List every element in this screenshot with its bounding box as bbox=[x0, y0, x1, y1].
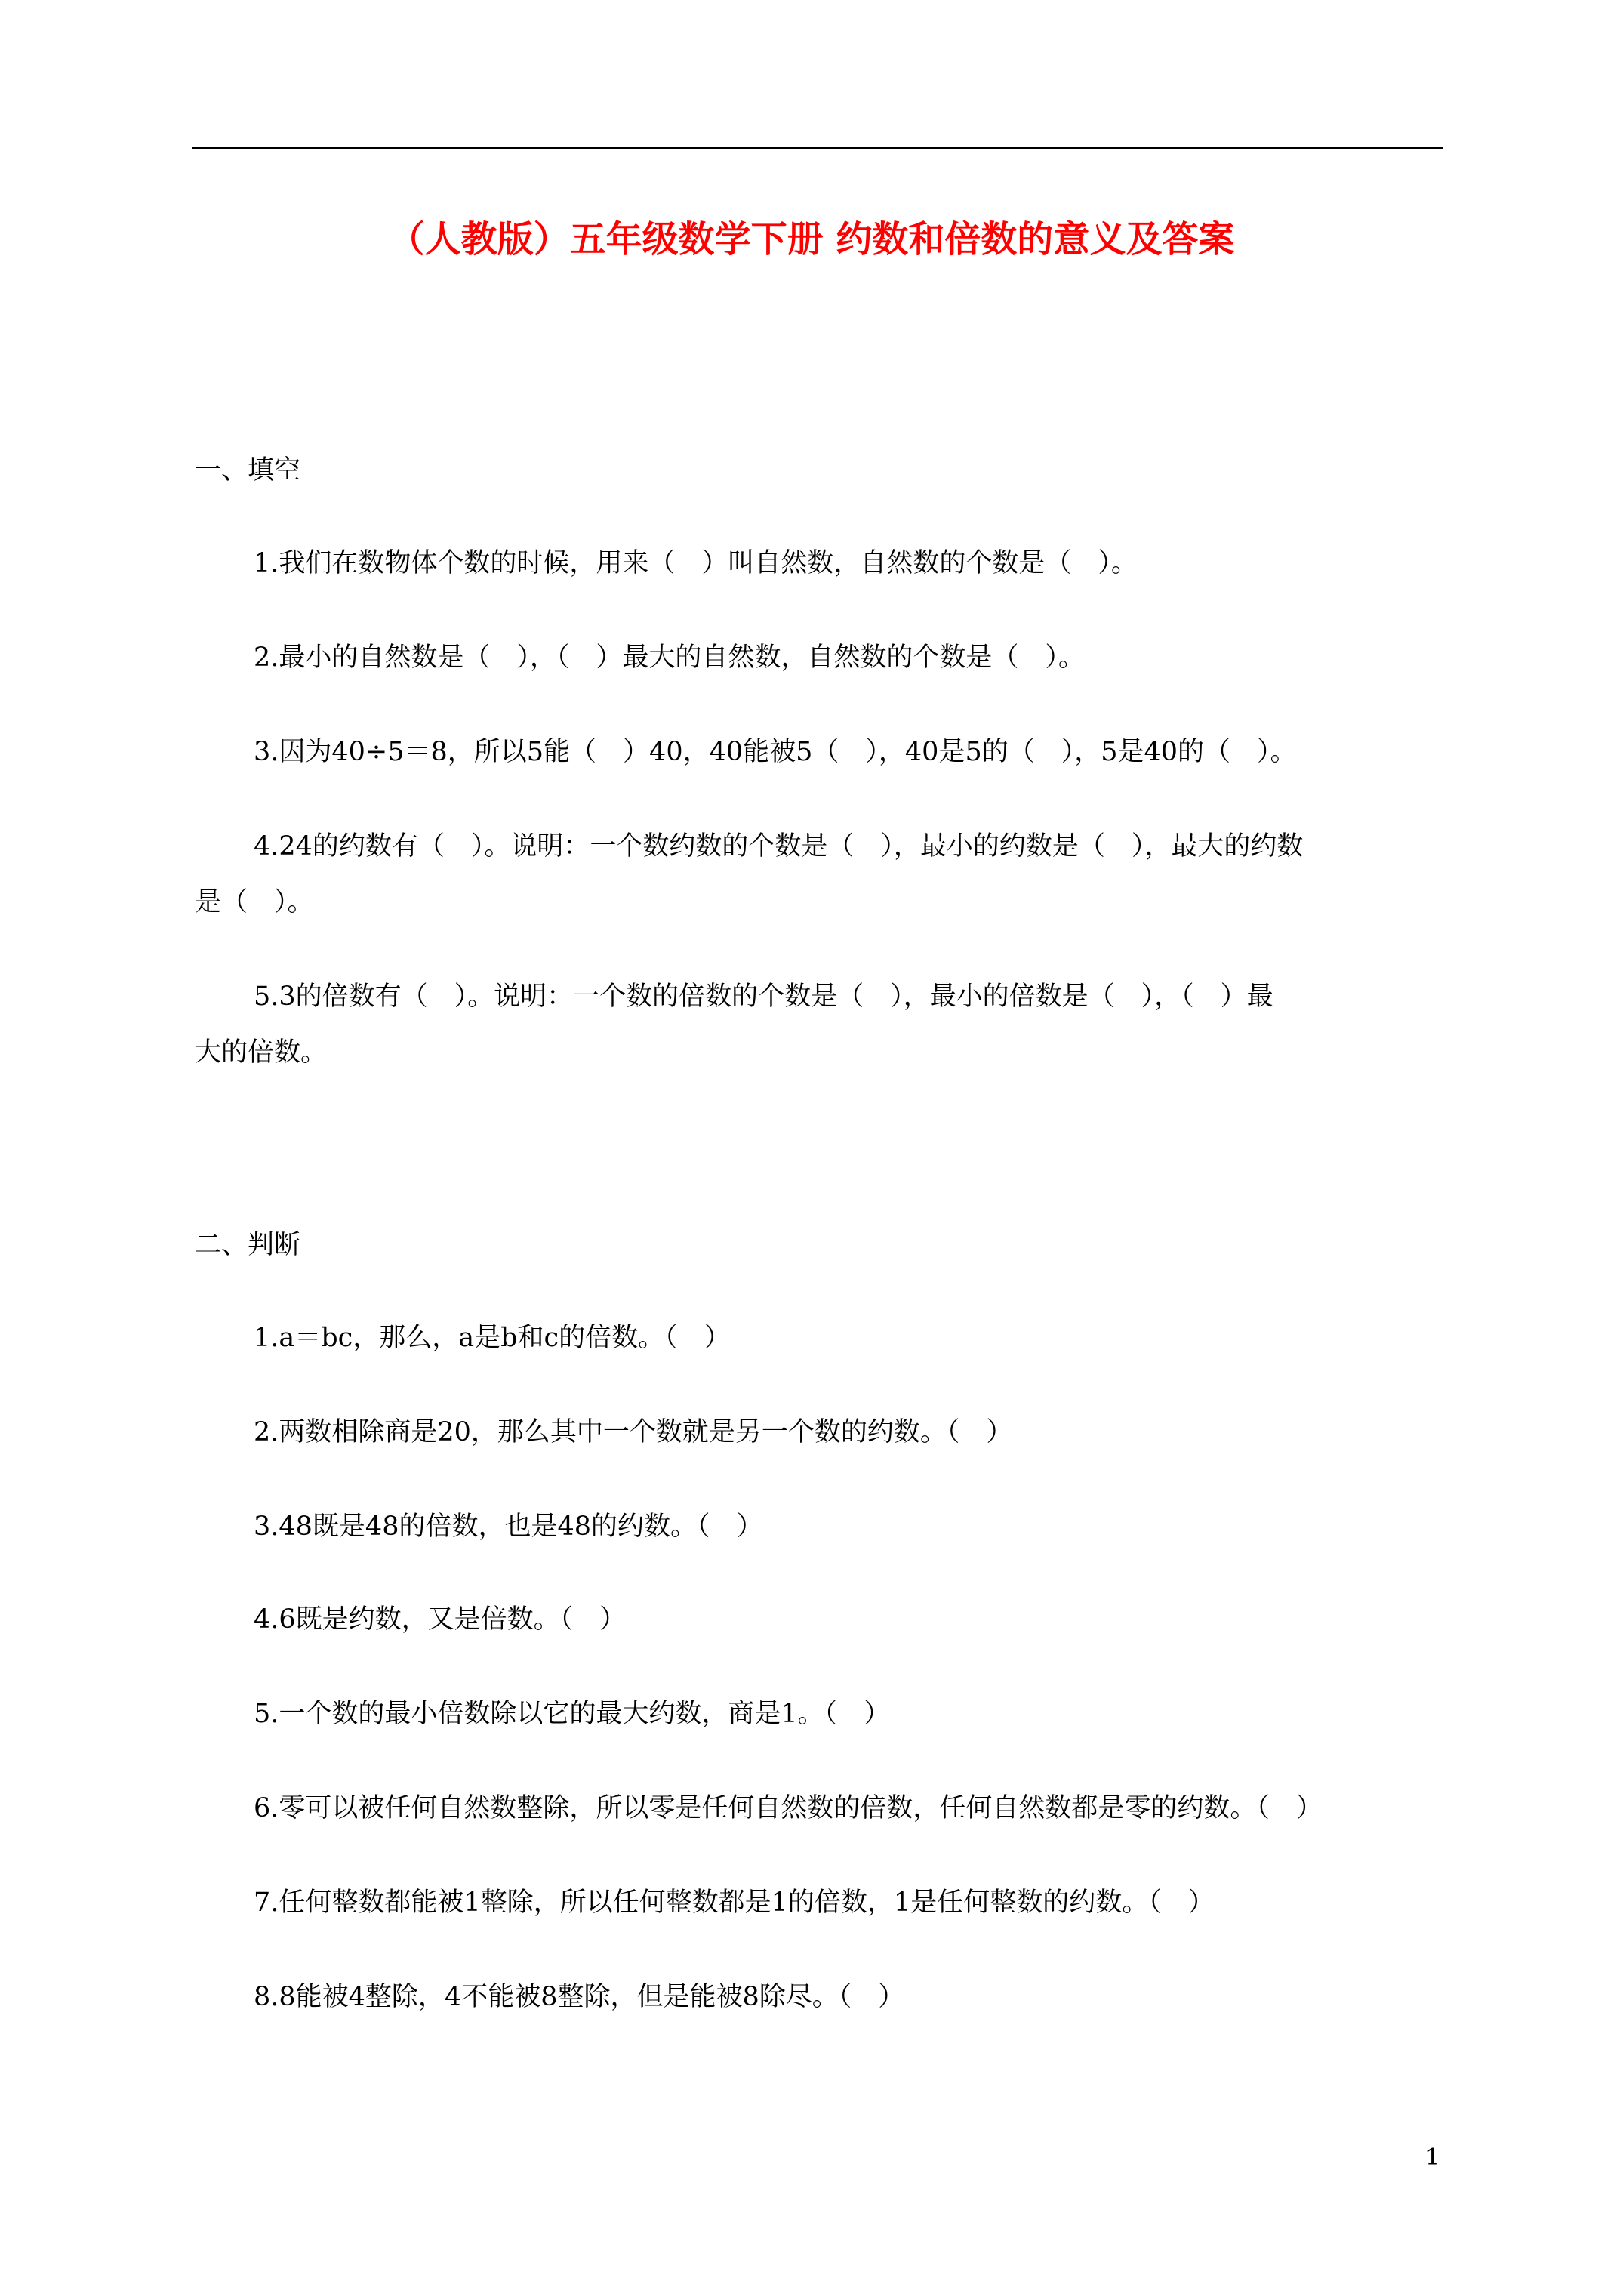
question-item bbox=[195, 1969, 1444, 2025]
page-title: （人教版）五年级数学下册 约数和倍数的意义及答案 bbox=[388, 218, 1235, 260]
question-text: 2.两数相除商是20，那么其中一个数就是另一个数的约数。（ ） bbox=[254, 1417, 1013, 1447]
section-heading-fill-blank: 一、填空 bbox=[195, 455, 301, 485]
question-item bbox=[195, 969, 1444, 1080]
question-item bbox=[195, 630, 1444, 686]
question-text-continued: 是（ ）。 bbox=[195, 887, 314, 917]
section-heading-true-false: 二、判断 bbox=[195, 1230, 301, 1260]
question-item bbox=[195, 1499, 1444, 1555]
page-number: 1 bbox=[1425, 2144, 1440, 2171]
question-text: 2.最小的自然数是（ ），（ ）最大的自然数，自然数的个数是（ ）。 bbox=[254, 643, 1085, 673]
header-rule bbox=[192, 147, 1443, 149]
question-text: 7.任何整数都能被1整除，所以任何整数都是1的倍数，1是任何整数的约数。（ ） bbox=[254, 1888, 1215, 1918]
question-item bbox=[195, 1875, 1444, 1931]
question-item bbox=[195, 1780, 1444, 1836]
question-item bbox=[195, 535, 1444, 591]
question-item bbox=[195, 818, 1444, 930]
question-text: 8.8能被4整除，4不能被8整除，但是能被8除尽。（ ） bbox=[254, 1982, 905, 2012]
question-item bbox=[195, 1310, 1444, 1366]
question-text: 6.零可以被任何自然数整除，所以零是任何自然数的倍数，任何自然数都是零的约数。（ ） bbox=[254, 1793, 1323, 1823]
question-text: 1.a＝bc，那么，a是b和c的倍数。（ ） bbox=[254, 1323, 731, 1353]
question-item bbox=[195, 1686, 1444, 1742]
question-text-continued: 大的倍数。 bbox=[195, 1037, 328, 1068]
question-item bbox=[195, 1404, 1444, 1460]
question-text: 5.一个数的最小倍数除以它的最大约数，商是1。（ ） bbox=[254, 1699, 891, 1729]
question-text: 5.3的倍数有（ ）。说明：一个数的倍数的个数是（ ），最小的倍数是（ ），（ ）最 bbox=[254, 982, 1273, 1012]
question-text: 3.因为40÷5＝8，所以5能（ ）40，40能被5（ ），40是5的（ ），5是40的（ ）。 bbox=[254, 737, 1297, 767]
question-item bbox=[195, 724, 1444, 780]
question-item bbox=[195, 1592, 1444, 1647]
question-text: 4.6既是约数，又是倍数。（ ） bbox=[254, 1604, 627, 1635]
question-text: 3.48既是48的倍数，也是48的约数。（ ） bbox=[254, 1512, 763, 1542]
question-text: 1.我们在数物体个数的时候，用来（ ）叫自然数，自然数的个数是（ ）。 bbox=[254, 548, 1138, 578]
question-text: 4.24的约数有（ ）。说明：一个数约数的个数是（ ），最小的约数是（ ），最大的约数 bbox=[254, 831, 1304, 861]
